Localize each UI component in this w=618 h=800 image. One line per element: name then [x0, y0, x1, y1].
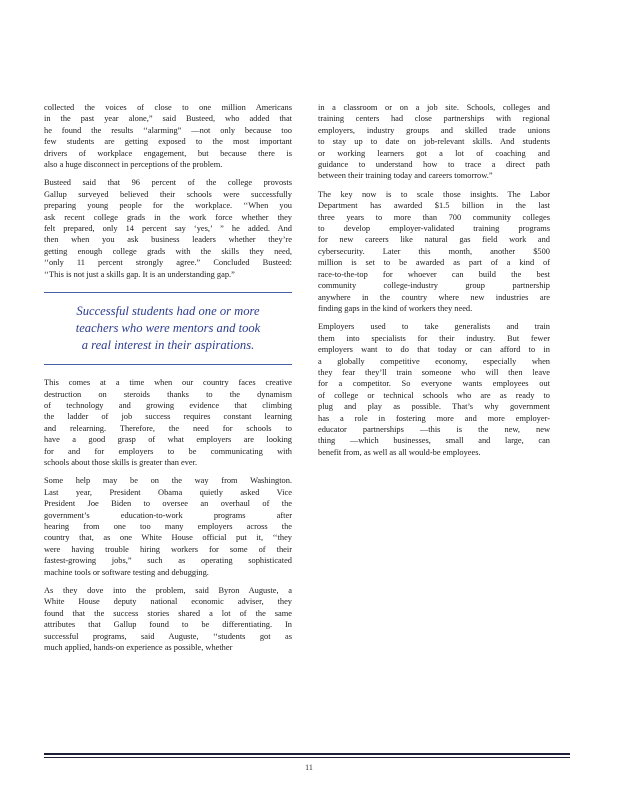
text-line: government’s education-to-work programs after: [44, 510, 292, 520]
text-line: This comes at a time when our country faces creative: [44, 378, 292, 388]
page-number: 11: [305, 763, 313, 772]
text-line: drivers of workplace engagement, but because there is: [44, 148, 292, 158]
text-line: training centers had close partnerships with regional: [318, 114, 550, 124]
text-line: much applied, hands-on experience as possible, whether: [44, 643, 233, 653]
paragraph: [44, 377, 292, 468]
text-line: or working learners got a lot of coaching and: [318, 148, 550, 158]
text-line: to develop employer-validated training programs: [318, 224, 550, 234]
text-line: Some help may be on the way from Washington.: [44, 476, 292, 486]
paragraph: [44, 177, 292, 280]
text-line: found that the success stories shared a lot of the same: [44, 608, 292, 618]
text-line: ‘‘This is not just a skills gap. It is an understanding gap.”: [44, 269, 235, 279]
text-line: guidance to understand how to trace a direct path: [318, 160, 550, 170]
text-line: Last year, President Obama quietly asked Vice: [44, 487, 292, 497]
text-line: in a classroom or on a job site. Schools, colleges and: [318, 103, 550, 112]
text-line: attributes that Gallup found to be differentiating. In: [44, 620, 292, 630]
paragraph: [318, 102, 550, 182]
text-line: race-to-the-top for whoever can build the best: [318, 269, 550, 279]
text-line: Gallup surveyed believed their schools were successfully: [44, 189, 292, 199]
text-line: community college-industry group partnership: [318, 281, 550, 291]
text-line: in the past year alone,” said Busteed, who added that: [44, 114, 292, 124]
text-line: thing —which businesses, small and large, can: [318, 436, 550, 446]
text-line: benefit from, as well as all would-be employees.: [318, 447, 481, 457]
text-line: fastest-growing jobs,” such as operating sophisticated: [44, 556, 292, 566]
text-line: Employers used to take generalists and train: [318, 322, 550, 332]
text-line: Busteed said that 96 percent of the college provosts: [44, 178, 292, 188]
text-line: employers want to do that today or can afford to in: [318, 345, 550, 355]
text-line: for a competitor. So everyone wants employees out: [318, 379, 550, 389]
text-line: country that, as one White House official put it, ‘‘they: [44, 533, 292, 543]
footer-rule-thick: [44, 753, 570, 755]
text-line: the ladder of job success requires constant learning: [44, 412, 292, 422]
text-line: anywhere in the country where new industries are: [318, 292, 550, 302]
left-column: [44, 102, 292, 660]
paragraph: [318, 321, 550, 458]
pull-quote: [44, 292, 292, 365]
text-line: As they dove into the problem, said Byron Auguste, a: [44, 586, 292, 595]
text-line: plug and play as possible. That’s why government: [318, 402, 550, 412]
text-line: machine tools or software testing and debugging.: [44, 567, 209, 577]
text-line: collected the voices of close to one million Americans: [44, 103, 292, 112]
text-line: a real interest in their aspirations.: [81, 338, 255, 353]
text-line: of technology and growing evidence that climbing: [44, 400, 292, 410]
text-line: few students are getting exposed to the most important: [44, 137, 292, 147]
text-line: hearing from one too many employers across the: [44, 521, 292, 531]
text-line: The key now is to scale those insights. The Labor: [318, 189, 550, 199]
text-line: for and for employers to be communicating with: [44, 446, 292, 456]
text-line: teachers who were mentors and took: [75, 321, 261, 336]
text-line: to stay up to date on job-relevant skills. And students: [318, 137, 550, 147]
footer-rule-thin: [44, 757, 570, 758]
text-line: also a huge disconnect in perceptions of the problem.: [44, 160, 223, 170]
text-line: have a good grasp of what employers are looking: [44, 435, 292, 445]
text-line: three years to more than 700 community colleges: [318, 212, 550, 222]
text-line: successful programs, said Auguste, ‘‘students got as: [44, 631, 292, 641]
text-line: destruction on steroids thanks to the dynamism: [44, 389, 292, 399]
paragraph: [44, 475, 292, 578]
text-line: they fear they’ll train someone who will then leave: [318, 367, 550, 377]
text-line: ask recent college grads in the work force whether they: [44, 212, 292, 222]
right-column: [318, 102, 550, 465]
text-line: employers, industry groups and skilled trade unions: [318, 125, 550, 135]
text-line: a globally competitive economy, especially when: [318, 356, 550, 366]
text-line: of college or technical schools who are as ready to: [318, 390, 550, 400]
text-line: were having trouble hiring workers for some of their: [44, 544, 292, 554]
text-line: and relearning. Therefore, the need for schools to: [44, 423, 292, 433]
paragraph: [318, 189, 550, 314]
text-line: felt prepared, only 14 percent say ‘yes,’ ” he added. And: [44, 224, 292, 234]
text-line: getting enough college grads with the skills they need,: [44, 246, 292, 256]
text-line: he found the results ‘‘alarming” —not only because too: [44, 125, 292, 135]
text-line: cybersecurity. Later this month, another $500: [318, 246, 550, 256]
text-line: for new careers like natural gas field work and: [318, 235, 550, 245]
text-line: ‘‘only 11 percent strongly agree.” Concluded Busteed:: [44, 258, 292, 268]
text-line: finding gaps in the kind of workers they need.: [318, 303, 473, 313]
text-line: preparing young people for the workplace. ‘‘When you: [44, 201, 292, 211]
text-line: President Joe Biden to oversee an overhaul of the: [44, 499, 292, 509]
text-line: million is set to be awarded as part of a kind of: [318, 258, 550, 268]
text-line: White House deputy national economic adviser, they: [44, 597, 292, 607]
paragraph: [44, 585, 292, 653]
text-line: has a role in fostering more and more employer-: [318, 413, 550, 423]
text-line: between their training today and careers tomorrow.”: [318, 171, 493, 181]
text-line: Department has awarded $1.5 billion in the last: [318, 201, 550, 211]
text-line: Successful students had one or more: [76, 304, 260, 319]
text-line: them into specialists for their industry. But fewer: [318, 333, 550, 343]
paragraph: [44, 102, 292, 170]
text-line: schools about those skills is greater than ever.: [44, 457, 198, 467]
text-line: educator partnerships —this is the new, new: [318, 424, 550, 434]
text-line: then when you ask business leaders whether they’re: [44, 235, 292, 245]
